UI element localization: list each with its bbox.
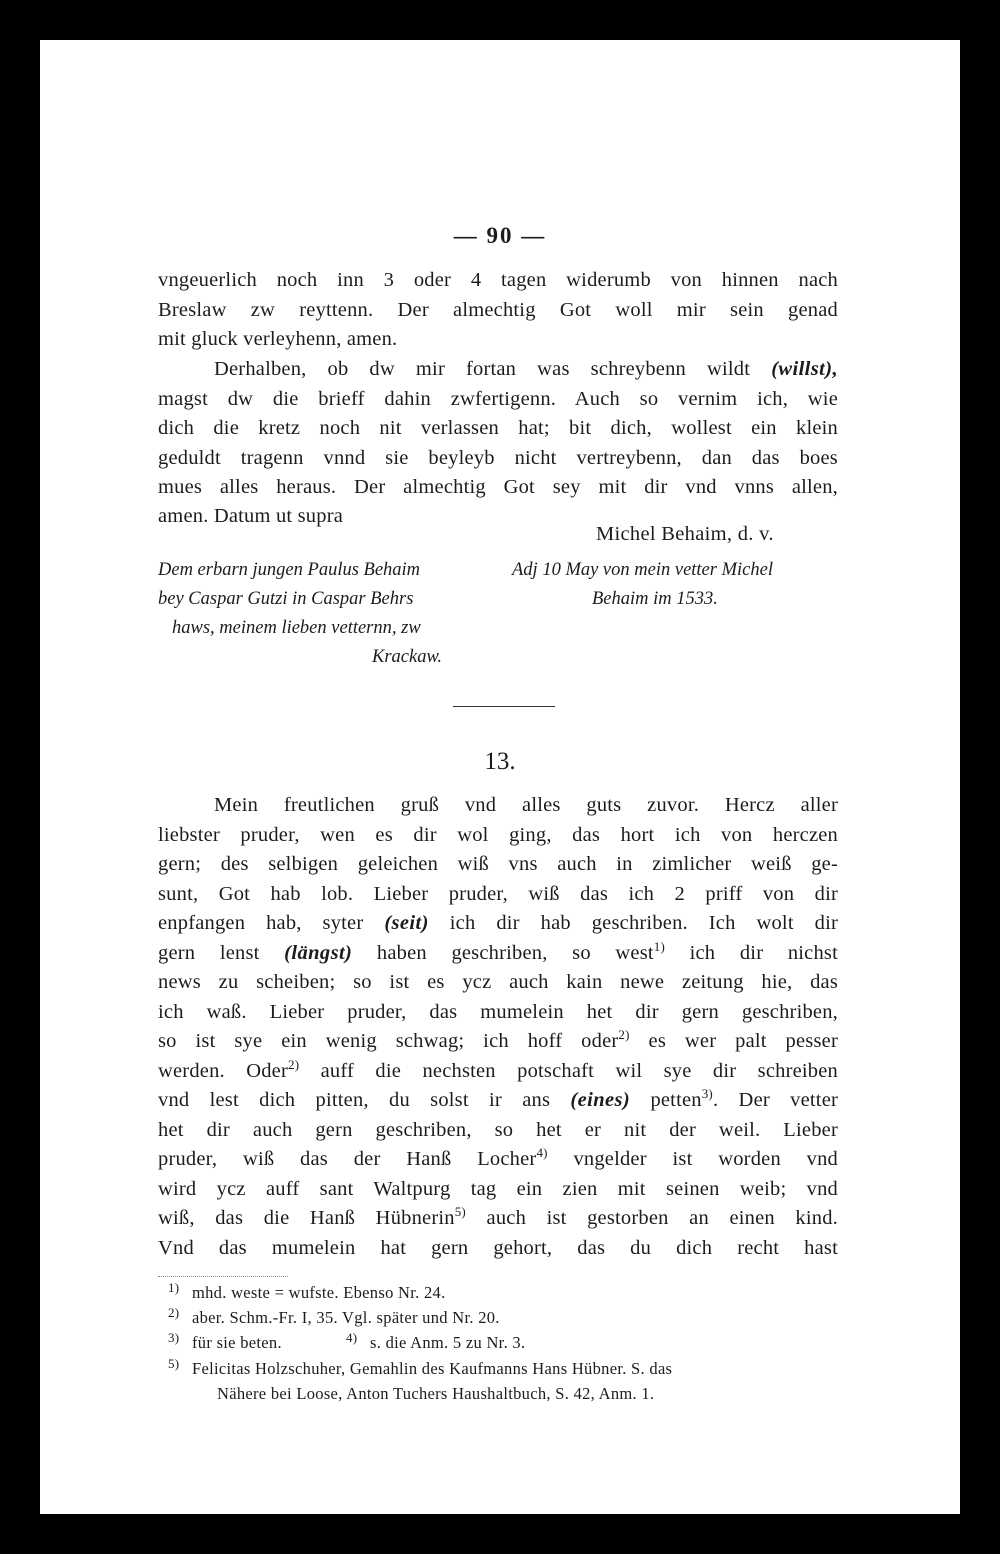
editor-gloss: (längst): [284, 942, 353, 964]
letter12-line-3: mit gluck verleyhenn, amen.: [158, 328, 398, 350]
footnote-ref-4: 4): [536, 1145, 548, 1161]
letter13-line-4: sunt, Got hab lob. Lieber pruder, wiß das ich 2 priff von dir: [158, 883, 838, 905]
section-divider: [453, 706, 555, 707]
address-right-2: Behaim im 1533.: [592, 589, 718, 609]
text-span: gern lenst: [158, 942, 260, 964]
letter13-line-12: het dir auch gern geschriben, so het er nit der weil. Lieber: [158, 1119, 838, 1141]
text-span: wiß, das die Hanß Hübnerin: [158, 1207, 455, 1229]
letter13-line-6: [158, 939, 838, 969]
letter13-line-5: [158, 909, 838, 939]
text-span: auch ist gestorben an einen kind.: [486, 1207, 838, 1229]
footnote-text: Felicitas Holzschuher, Gemahlin des Kaufmanns Hans Hübner. S. das: [192, 1359, 673, 1378]
footnote-ref-2b: 2): [288, 1057, 300, 1073]
footnote-separator: [158, 1276, 288, 1277]
letter12-line-5: magst dw die brieff dahin zwfertigenn. Auch so vernim ich, wie: [158, 388, 838, 410]
letter12-line-6: dich die kretz noch nit verlassen hat; bit dich, wollest ein klein: [158, 417, 838, 439]
footnote-text: s. die Anm. 5 zu Nr. 3.: [370, 1333, 526, 1352]
text-span: werden. Oder: [158, 1060, 289, 1082]
section-number: 13.: [484, 748, 516, 775]
footnote-2: 2) aber. Schm.-Fr. I, 35. Vgl. später und Nr. 20.: [168, 1304, 500, 1327]
text-span: haben geschriben, so west: [376, 942, 654, 964]
footnote-1: 1) mhd. weste = wufste. Ebenso Nr. 24.: [168, 1279, 446, 1302]
text-span: enpfangen hab, syter: [158, 912, 364, 934]
footnote-ref-1: 1): [653, 939, 665, 955]
document-page: [40, 40, 960, 1514]
text-span: vnd lest dich pitten, du solst ir ans: [158, 1089, 551, 1111]
editor-gloss: (willst),: [771, 358, 838, 380]
text-span: ich dir nichst: [689, 942, 838, 964]
footnote-4: 4) s. die Anm. 5 zu Nr. 3.: [346, 1329, 526, 1352]
letter12-line-7: geduldt tragenn vnnd sie beyleyb nicht vertreybenn, dan das boes: [158, 447, 838, 469]
letter13-line-15: [158, 1204, 838, 1234]
letter12-line-9: amen. Datum ut supra: [158, 505, 344, 527]
letter13-line-1: Mein freutlichen gruß vnd alles guts zuvor. Hercz aller: [214, 794, 838, 816]
letter13-line-10: [158, 1057, 838, 1087]
address-left-2: bey Caspar Gutzi in Caspar Behrs: [158, 589, 414, 609]
footnote-text: aber. Schm.-Fr. I, 35. Vgl. später und Nr. 20.: [192, 1308, 500, 1327]
footnote-5-continued: Nähere bei Loose, Anton Tuchers Haushaltbuch, S. 42, Anm. 1.: [217, 1384, 655, 1403]
letter12-line-4-text: Derhalben, ob dw mir fortan was schreybenn wildt: [214, 358, 751, 380]
text-span: vngelder ist worden vnd: [573, 1148, 838, 1170]
letter13-line-13: [158, 1145, 838, 1175]
letter12-line-8: mues alles heraus. Der almechtig Got sey mit dir vnd vnns allen,: [158, 476, 838, 498]
letter12-line-1: vngeuerlich noch inn 3 oder 4 tagen widerumb von hinnen nach: [158, 269, 838, 291]
letter12-line-2: Breslaw zw reyttenn. Der almechtig Got woll mir sein genad: [158, 299, 838, 321]
signature: Michel Behaim, d. v.: [596, 523, 774, 545]
footnote-3: 3) für sie beten.: [168, 1329, 282, 1352]
text-span: ich dir hab geschriben. Ich wolt dir: [449, 912, 838, 934]
address-right-1: Adj 10 May von mein vetter Michel: [512, 560, 773, 580]
editor-gloss: (eines): [570, 1089, 631, 1111]
letter13-line-3: gern; des selbigen geleichen wiß vns auch in zimlicher weiß ge-: [158, 853, 838, 875]
footnote-ref-3: 3): [701, 1086, 713, 1102]
footnote-ref-5: 5): [454, 1204, 466, 1220]
letter13-line-7: news zu scheiben; so ist es ycz auch kain newe zeitung hie, das: [158, 971, 838, 993]
footnote-text: für sie beten.: [192, 1333, 282, 1352]
text-span: so ist sye ein wenig schwag; ich hoff oder: [158, 1030, 619, 1052]
address-left-3: haws, meinem lieben vetternn, zw: [172, 618, 421, 638]
text-span: petten: [650, 1089, 702, 1111]
footnote-text: mhd. weste = wufste. Ebenso Nr. 24.: [192, 1283, 446, 1302]
footnote-5: 5) Felicitas Holzschuher, Gemahlin des Kaufmanns Hans Hübner. S. das: [168, 1355, 673, 1378]
footnote-ref-2: 2): [618, 1027, 630, 1043]
text-span: pruder, wiß das der Hanß Locher: [158, 1148, 537, 1170]
letter13-line-14: wird ycz auff sant Waltpurg tag ein zien mit seinen weib; vnd: [158, 1178, 838, 1200]
text-span: . Der vetter: [712, 1089, 839, 1111]
page-number: — 90 —: [453, 223, 547, 248]
letter13-line-8: ich waß. Lieber pruder, das mumelein het dir gern geschriben,: [158, 1001, 838, 1023]
letter13-line-9: [158, 1027, 838, 1057]
editor-gloss: (seit): [384, 912, 429, 934]
letter13-line-2: liebster pruder, wen es dir wol ging, das hort ich von herczen: [158, 824, 838, 846]
letter13-line-11: [158, 1086, 838, 1116]
text-span: auff die nechsten potschaft wil sye dir schreiben: [320, 1060, 838, 1082]
letter12-line-4: [158, 355, 838, 385]
address-left-1: Dem erbarn jungen Paulus Behaim: [158, 560, 421, 580]
address-left-4: Krackaw.: [372, 647, 443, 667]
text-span: es wer palt pesser: [648, 1030, 838, 1052]
letter13-line-16: Vnd das mumelein hat gern gehort, das du dich recht hast: [158, 1237, 838, 1259]
